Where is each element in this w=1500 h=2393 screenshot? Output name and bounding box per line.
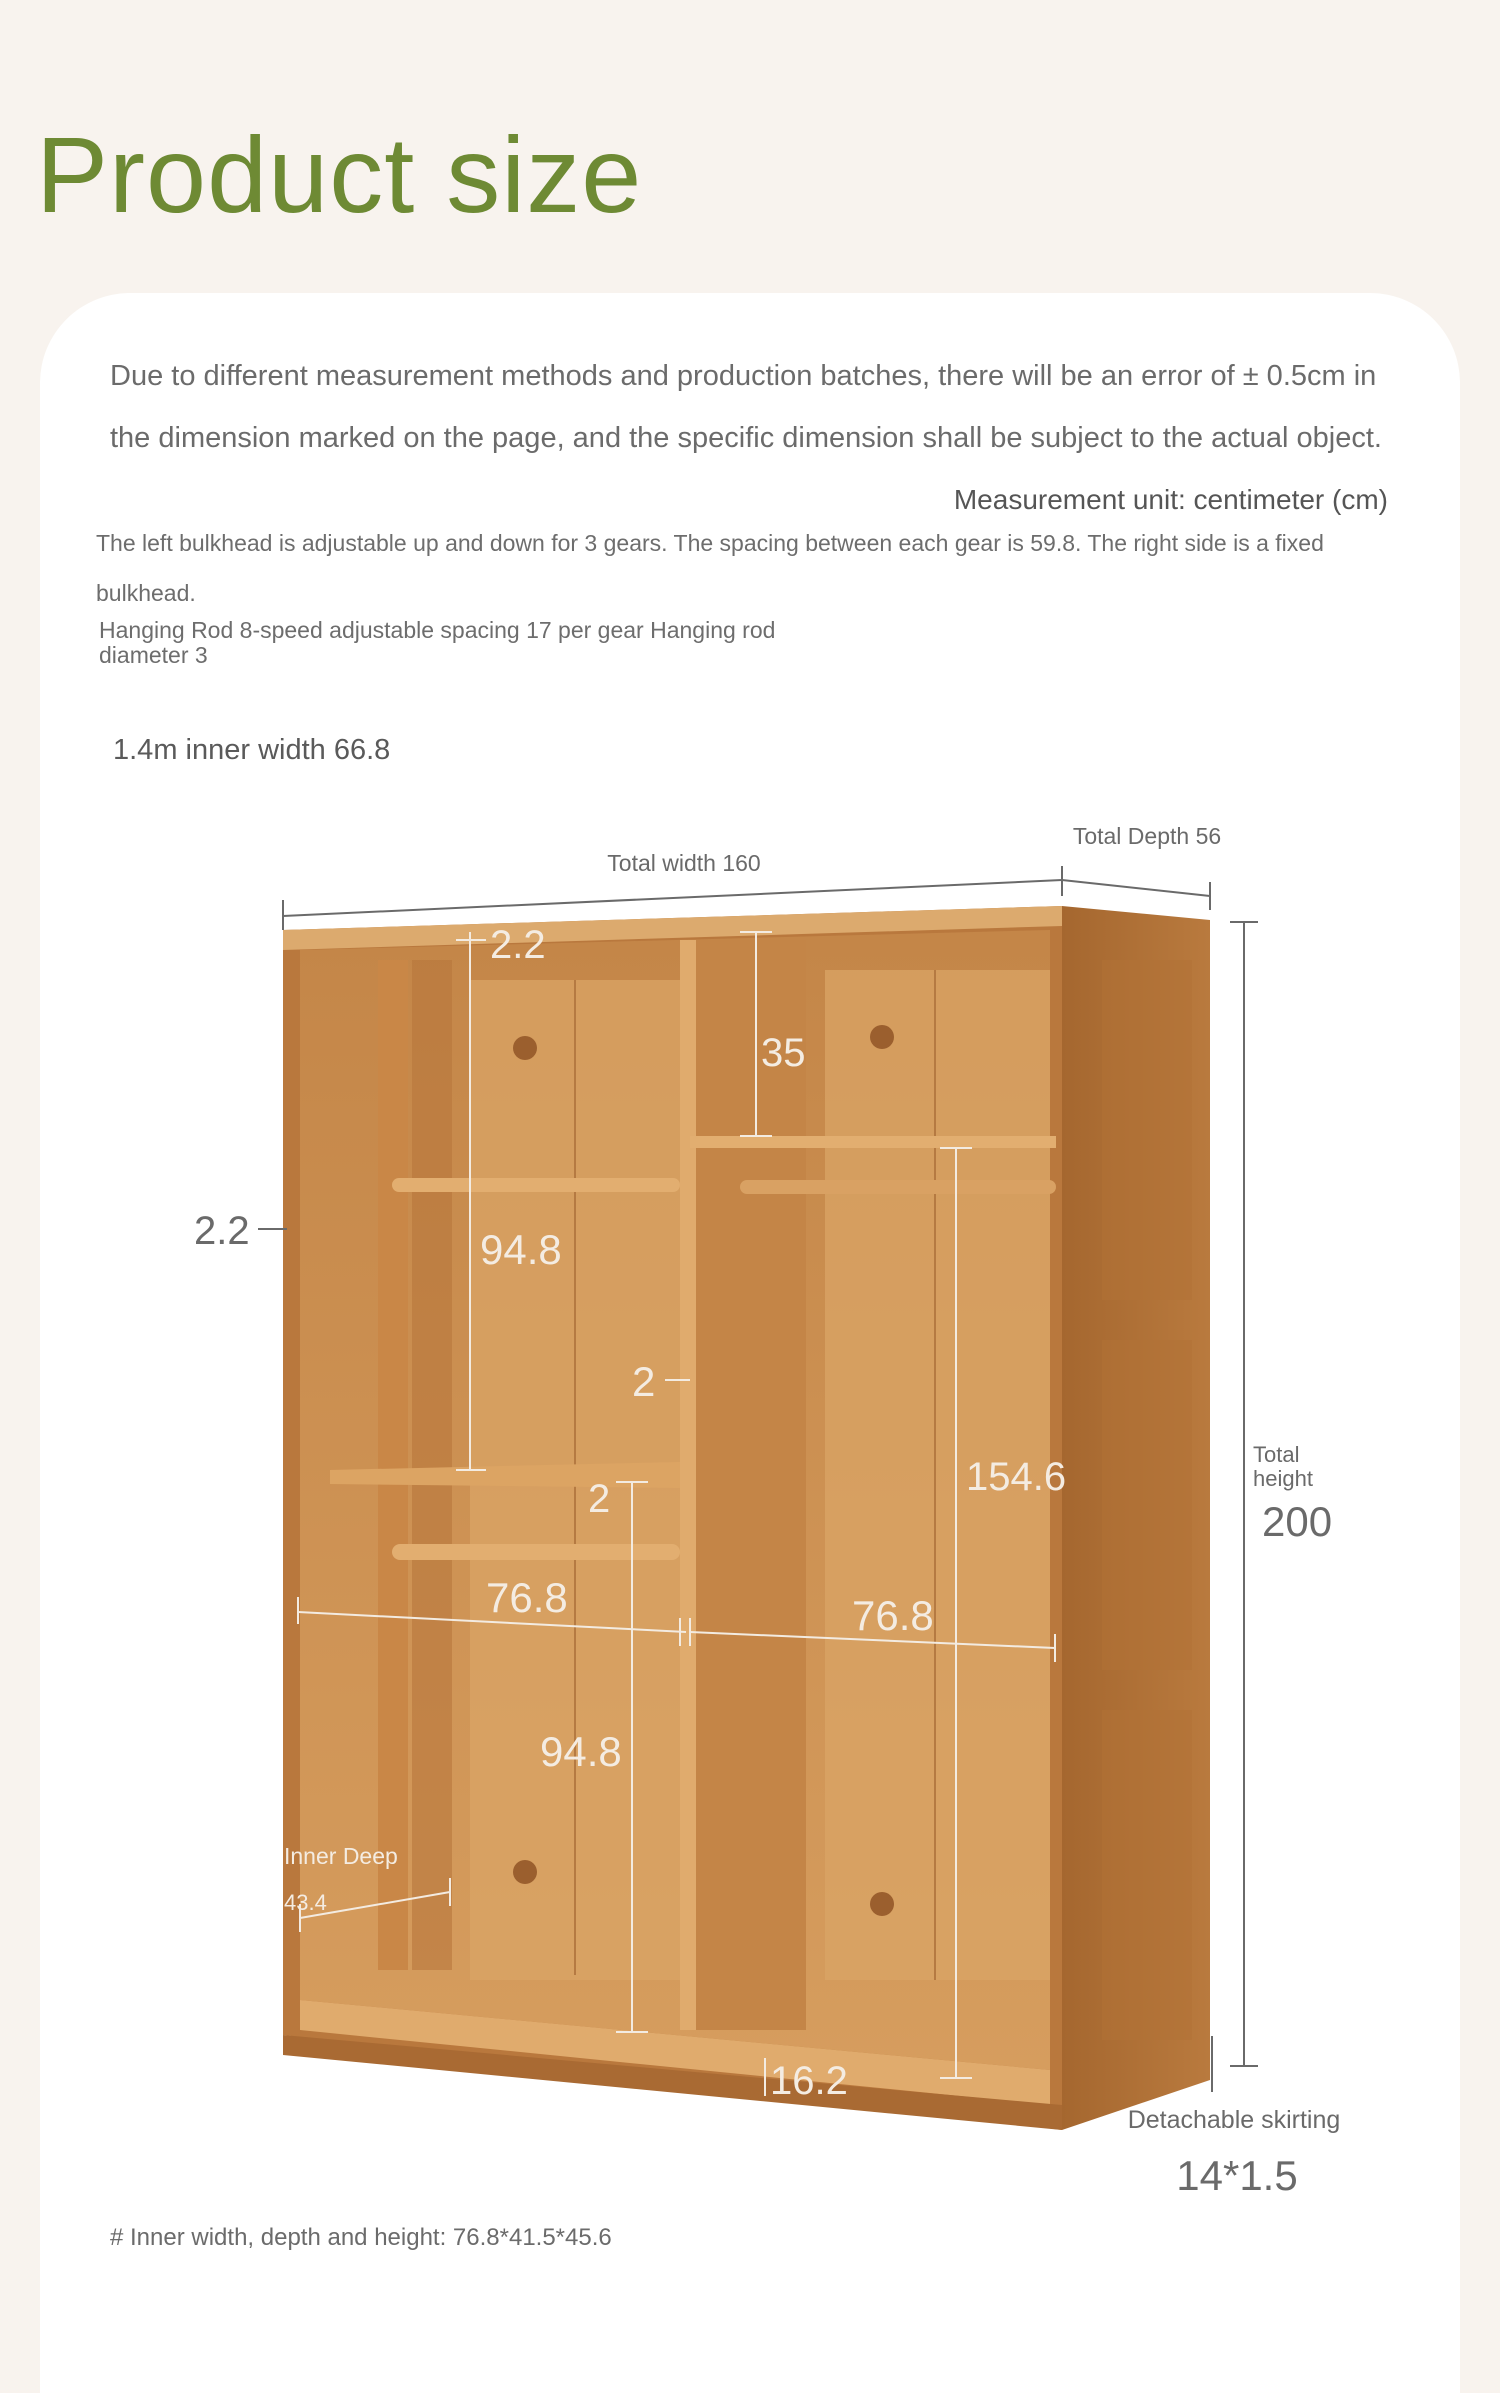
lower-compartment-label: 94.8	[540, 1728, 622, 1775]
hanging-height-label: 154.6	[966, 1455, 1067, 1499]
inner-dimensions-footnote: # Inner width, depth and height: 76.8*41.5*45.6	[110, 2224, 612, 2251]
upper-compartment-label: 94.8	[480, 1226, 562, 1273]
right-width-label: 76.8	[852, 1592, 934, 1639]
inner-deep-value: 43.4	[284, 1890, 327, 1915]
total-depth-label: Total Depth 56	[1072, 823, 1222, 849]
inner-deep-label: Inner Deep	[284, 1843, 398, 1869]
hanging-rod-note: Hanging Rod 8-speed adjustable spacing 17 per gear Hanging rod diameter 3	[99, 617, 776, 668]
left-width-label: 76.8	[486, 1574, 568, 1621]
skirting-value: 14*1.5	[1176, 2152, 1298, 2199]
shelf-thickness-label: 2	[588, 1477, 611, 1521]
wardrobe-side-panel	[1062, 906, 1210, 2130]
base-label: 16.2	[770, 2059, 848, 2103]
total-width-label: Total width 160	[607, 850, 761, 876]
top-board-label: 2.2	[490, 923, 546, 967]
total-height-label: Total height	[1253, 1442, 1313, 1491]
bulkhead-note: The left bulkhead is adjustable up and down for 3 gears. The spacing between each gear is 59.8. The right side is a fixed bulkhead.	[96, 530, 1324, 606]
measurement-unit: Measurement unit: centimeter (cm)	[953, 484, 1388, 515]
side-board-label: 2.2	[194, 1209, 250, 1253]
skirting-label: Detachable skirting	[1127, 2106, 1341, 2134]
shelf-gap-label: 35	[761, 1031, 806, 1075]
measurement-notice: Due to different measurement methods and production batches, there will be an error of ± 0.5cm in the dimension marked on the page, and the specific dimension shall be subject to the actual object.	[110, 360, 1382, 454]
inner-width-label: 1.4m inner width 66.8	[113, 734, 391, 766]
total-height-value: 200	[1262, 1498, 1333, 1545]
page-title: Product size	[36, 114, 643, 235]
divider-label: 2	[632, 1358, 656, 1405]
wardrobe-carcass	[283, 906, 1062, 2130]
